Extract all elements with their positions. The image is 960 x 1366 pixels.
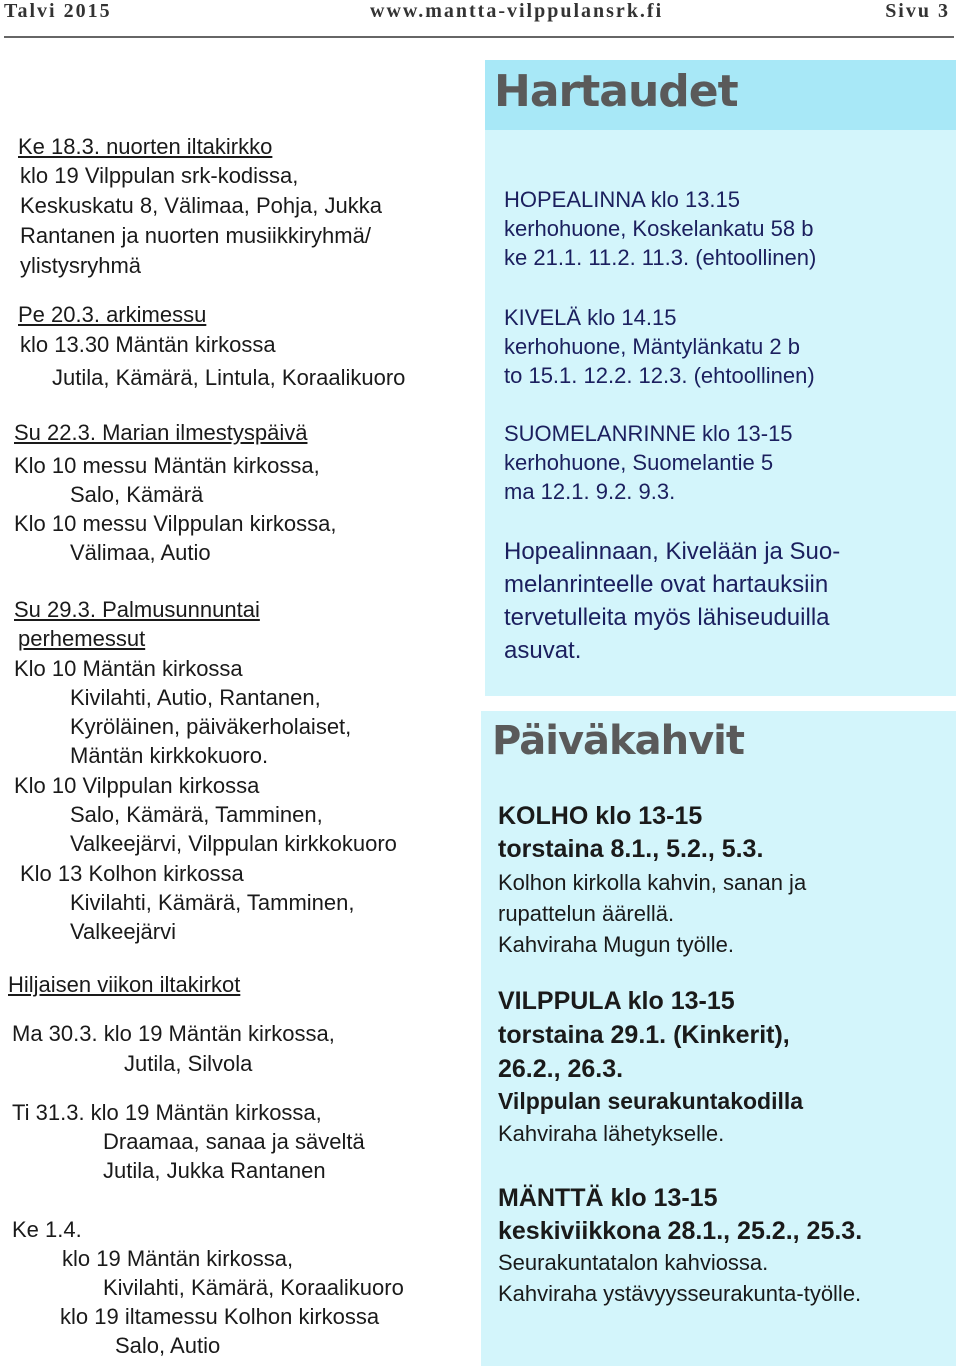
event-su29-line: Kivilahti, Autio, Rantanen, [70, 685, 321, 710]
event-su22-line: Klo 10 messu Vilppulan kirkossa, [14, 511, 337, 536]
mantta-line: keskiviikkona 28.1., 25.2., 25.3. [498, 1217, 863, 1245]
kolho-line: rupattelun äärellä. [498, 901, 675, 926]
hopealinna-line: HOPEALINNA klo 13.15 [504, 187, 741, 212]
event-su29-line: Valkeejärvi, Vilppulan kirkkokuoro [70, 831, 397, 856]
event-su29-heading: perhemessut [18, 626, 146, 651]
event-ke1-line: klo 19 iltamessu Kolhon kirkossa [60, 1304, 380, 1329]
kolho-line: KOLHO klo 13-15 [498, 802, 703, 830]
suomelanrinne-line: SUOMELANRINNE klo 13-15 [504, 421, 793, 446]
hartaudet-note-line: melanrinteelle ovat hartauksiin [504, 571, 829, 598]
event-pe20-heading: Pe 20.3. arkimessu [18, 302, 207, 327]
event-ma30-line: Jutila, Silvola [124, 1051, 253, 1076]
event-su29-line: Kivilahti, Kämärä, Tamminen, [70, 890, 355, 915]
hartaudet-note-line: Hopealinnaan, Kivelään ja Suo- [504, 538, 841, 565]
event-su22-line: Salo, Kämärä [70, 482, 204, 507]
event-su22-heading: Su 22.3. Marian ilmestyspäivä [14, 420, 308, 445]
suomelanrinne-line: kerhohuone, Suomelantie 5 [504, 450, 774, 475]
event-su29-line: Salo, Kämärä, Tamminen, [70, 802, 323, 827]
event-su29-line: Klo 13 Kolhon kirkossa [20, 861, 244, 886]
hopealinna-line: kerhohuone, Koskelankatu 58 b [504, 216, 814, 241]
event-su29-line: Klo 10 Mäntän kirkossa [14, 656, 243, 681]
event-pe20-line: klo 13.30 Mäntän kirkossa [20, 332, 276, 357]
event-su29-line: Mäntän kirkkokuoro. [70, 743, 269, 768]
suomelanrinne-line: ma 12.1. 9.2. 9.3. [504, 479, 676, 504]
header-divider [4, 36, 954, 38]
mantta-line: Seurakuntatalon kahviossa. [498, 1250, 769, 1275]
event-su29-line: Klo 10 Vilppulan kirkossa [14, 773, 260, 798]
vilppula-line: 26.2., 26.3. [498, 1055, 624, 1083]
event-ma30-line: Ma 30.3. klo 19 Mäntän kirkossa, [12, 1021, 335, 1046]
kivela-line: to 15.1. 12.2. 12.3. (ehtoollinen) [504, 363, 815, 388]
event-su29-line: Kyröläinen, päiväkerholaiset, [70, 714, 352, 739]
kolho-line: torstaina 8.1., 5.2., 5.3. [498, 835, 764, 863]
event-ke18-line: ylistysryhmä [20, 253, 142, 278]
event-su29-line: Valkeejärvi [70, 919, 176, 944]
mantta-line: MÄNTTÄ klo 13-15 [498, 1184, 718, 1212]
vilppula-line: Vilppulan seurakuntakodilla [498, 1088, 804, 1114]
event-ke18-line: Keskuskatu 8, Välimaa, Pohja, Jukka [20, 193, 382, 218]
event-ke1-line: Salo, Autio [115, 1333, 221, 1358]
kolho-line: Kahviraha Mugun työlle. [498, 932, 735, 957]
kivela-line: kerhohuone, Mäntylänkatu 2 b [504, 334, 800, 359]
vilppula-line: torstaina 29.1. (Kinkerit), [498, 1021, 790, 1049]
event-ke18-line: Rantanen ja nuorten musiikkiryhmä/ [20, 223, 371, 248]
event-ke1-line: Ke 1.4. [12, 1217, 82, 1242]
hopealinna-line: ke 21.1. 11.2. 11.3. (ehtoollinen) [504, 245, 817, 270]
event-su22-line: Välimaa, Autio [70, 540, 211, 565]
header-website: www.mantta-vilppulansrk.fi [370, 0, 664, 22]
hartaudet-title: Hartaudet [494, 66, 738, 117]
event-ti31-line: Ti 31.3. klo 19 Mäntän kirkossa, [12, 1100, 322, 1125]
kivela-line: KIVELÄ klo 14.15 [504, 305, 677, 330]
event-ke18-line: klo 19 Vilppulan srk-kodissa, [20, 163, 299, 188]
event-ke1-line: klo 19 Mäntän kirkossa, [62, 1246, 294, 1271]
event-su29-heading: Su 29.3. Palmusunnuntai [14, 597, 260, 622]
hartaudet-note-line: tervetulleita myös lähiseuduilla [504, 604, 830, 631]
kolho-line: Kolhon kirkolla kahvin, sanan ja [498, 870, 807, 895]
event-ke1-line: Kivilahti, Kämärä, Koraalikuoro [103, 1275, 404, 1300]
event-pe20-line: Jutila, Kämärä, Lintula, Koraalikuoro [52, 365, 406, 390]
event-ke18-heading: Ke 18.3. nuorten iltakirkko [18, 134, 273, 159]
event-ti31-line: Jutila, Jukka Rantanen [103, 1158, 326, 1183]
vilppula-line: Kahviraha lähetykselle. [498, 1121, 725, 1146]
hartaudet-note-line: asuvat. [504, 637, 582, 664]
mantta-line: Kahviraha ystävyysseurakunta-työlle. [498, 1281, 862, 1306]
header-season: Talvi 2015 [4, 0, 112, 22]
event-su22-line: Klo 10 messu Mäntän kirkossa, [14, 453, 320, 478]
vilppula-line: VILPPULA klo 13-15 [498, 987, 735, 1015]
event-ti31-line: Draamaa, sanaa ja säveltä [103, 1129, 365, 1154]
section-hiljainen-title: Hiljaisen viikon iltakirkot [8, 972, 241, 997]
header-page-number: Sivu 3 [885, 0, 950, 22]
paivakahvit-title: Päiväkahvit [492, 718, 744, 764]
